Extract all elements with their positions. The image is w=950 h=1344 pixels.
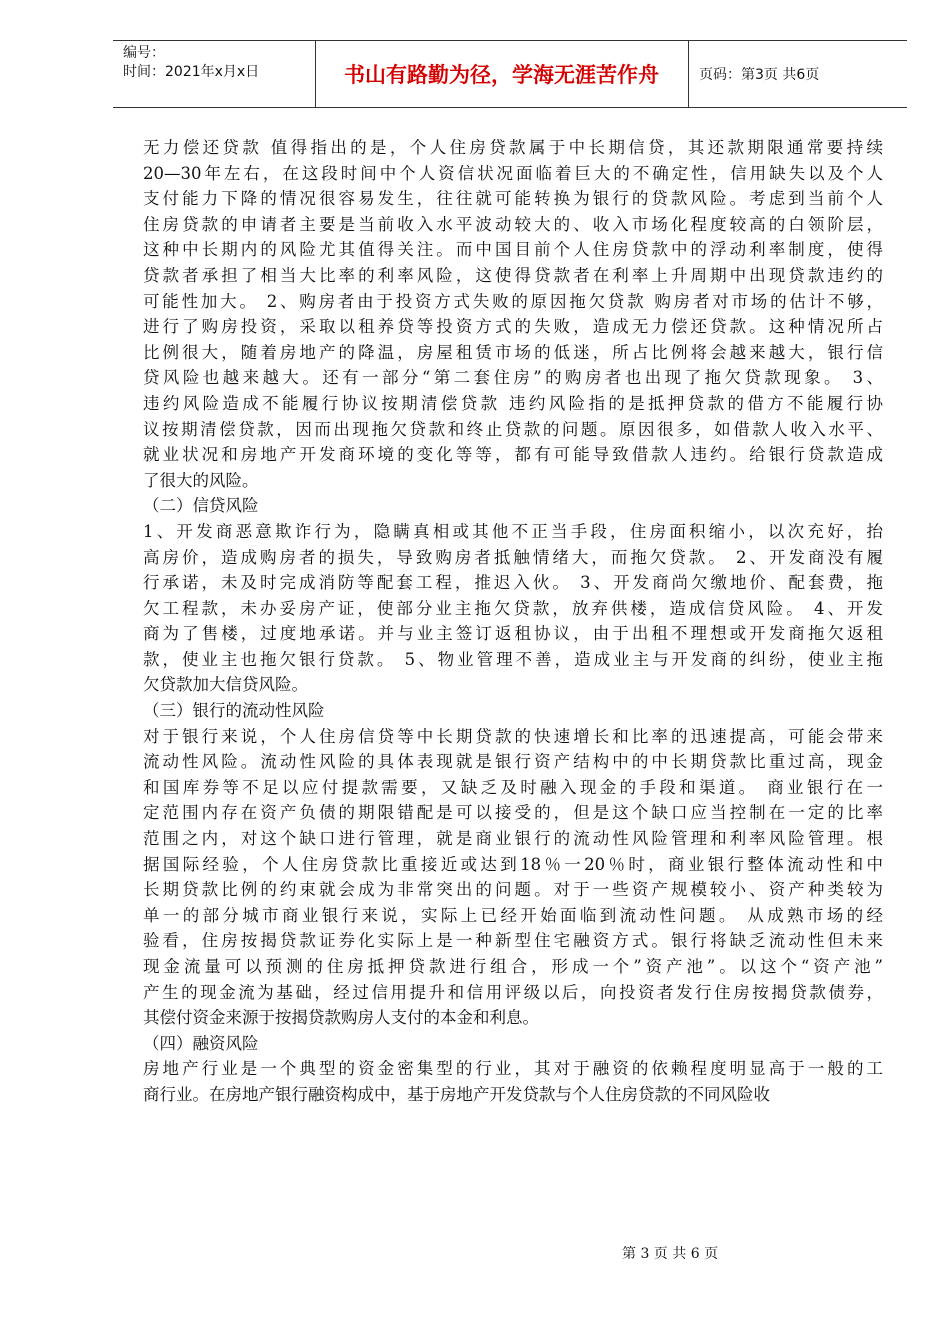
text-line: 比例很大，随着房地产的降温，房屋租赁市场的低迷，所占比例将会越来越大，银行信 bbox=[143, 342, 883, 362]
header-meta bbox=[123, 44, 259, 82]
section-heading: （三）银行的流动性风险 bbox=[143, 701, 325, 721]
document-header bbox=[113, 40, 907, 108]
text-line: 其偿付资金来源于按揭贷款购房人支付的本金和利息。 bbox=[143, 1008, 539, 1028]
text-line: 款，使业主也拖欠银行贷款。 5、物业管理不善，造成业主与开发商的纠纷，使业主拖 bbox=[143, 649, 883, 669]
time-label: 时间：2021年x月x日 bbox=[123, 64, 260, 80]
text-line: 长期贷款比例的约束就会成为非常突出的问题。对于一些资产规模较小、资产种类较为 bbox=[143, 880, 883, 900]
text-line: 高房价，造成购房者的损失，导致购房者抵触情绪大，而拖欠贷款。 2、开发商没有履 bbox=[143, 547, 883, 567]
text-line: 房地产行业是一个典型的资金密集型的行业，其对于融资的依赖程度明显高于一般的工 bbox=[143, 1059, 883, 1079]
text-line: 可能性加大。 2、购房者由于投资方式失败的原因拖欠贷款 购房者对市场的估计不够， bbox=[143, 291, 883, 311]
text-line: 就业状况和房地产开发商环境的变化等等，都有可能导致借款人违约。给银行贷款造成 bbox=[143, 445, 883, 465]
text-line: 违约风险造成不能履行协议按期清偿贷款 违约风险指的是抵押贷款的借方不能履行协 bbox=[143, 393, 883, 413]
text-line: 对于银行来说，个人住房信贷等中长期贷款的快速增长和比率的迅速提高，可能会带来 bbox=[143, 726, 883, 746]
body-text bbox=[143, 135, 883, 1108]
section-heading: （四）融资风险 bbox=[143, 1033, 259, 1053]
text-line: 商行业。在房地产银行融资构成中，基于房地产开发贷款与个人住房贷款的不同风险收 bbox=[143, 1084, 770, 1104]
text-line: 欠工程款，未办妥房产证，使部分业主拖欠贷款，放弃供楼，造成信贷风险。 4、开发 bbox=[143, 598, 883, 618]
text-line: 据国际经验，个人住房贷款比重接近或达到18％一20％时，商业银行整体流动性和中 bbox=[143, 854, 883, 874]
text-line: 住房贷款的申请者主要是当前收入水平波动较大的、收入市场化程度较高的白领阶层， bbox=[143, 214, 883, 234]
text-line: 了很大的风险。 bbox=[143, 470, 259, 490]
number-label: 编号： bbox=[123, 45, 165, 61]
text-line: 产生的现金流为基础，经过信用提升和信用评级以后，向投资者发行住房按揭贷款债券， bbox=[143, 982, 883, 1002]
text-line: 无力偿还贷款 值得指出的是，个人住房贷款属于中长期信贷，其还款期限通常要持续 bbox=[143, 138, 883, 157]
text-line: 行承诺，未及时完成消防等配套工程，推迟入伙。 3、开发商尚欠缴地价、配套费，拖 bbox=[143, 573, 883, 593]
text-line: 定范围内存在资产负债的期限错配是可以接受的，但是这个缺口应当控制在一定的比率 bbox=[143, 803, 883, 823]
text-line: 单一的部分城市商业银行来说，实际上已经开始面临到流动性问题。 从成熟市场的经 bbox=[143, 905, 883, 925]
text-line: 和国库券等不足以应付提款需要，又缺乏及时融入现金的手段和渠道。 商业银行在一 bbox=[143, 777, 883, 797]
text-line: 20—30年左右，在这段时间中个人资信状况面临着巨大的不确定性，信用缺失以及个人 bbox=[143, 163, 883, 183]
text-line: 这种中长期内的风险尤其值得关注。而中国目前个人住房贷款中的浮动利率制度，使得 bbox=[143, 240, 883, 260]
text-line: 进行了购房投资，采取以租养贷等投资方式的失败，造成无力偿还贷款。这种情况所占 bbox=[143, 317, 883, 337]
section-heading: （二）信贷风险 bbox=[143, 496, 259, 516]
header-motto: 书山有路勤为径，学海无涯苦作舟 bbox=[344, 63, 659, 87]
text-line: 商为了售楼，过度地承诺。并与业主签订返租协议，由于出租不理想或开发商拖欠返租 bbox=[143, 624, 883, 644]
text-line: 贷款者承担了相当大比率的利率风险，这使得贷款者在利率上升周期中出现贷款违约的 bbox=[143, 265, 883, 285]
text-line: 欠贷款加大信贷风险。 bbox=[143, 675, 308, 695]
header-divider bbox=[688, 40, 689, 108]
text-line: 流动性风险。流动性风险的具体表现就是银行资产结构中的中长期贷款比重过高，现金 bbox=[143, 752, 883, 772]
text-line: 范围之内，对这个缺口进行管理，就是商业银行的流动性风险管理和利率风险管理。根 bbox=[143, 829, 883, 849]
text-line: 验看，住房按揭贷款证券化实际上是一种新型住宅融资方式。银行将缺乏流动性但未来 bbox=[143, 931, 883, 951]
text-line: 1、开发商恶意欺诈行为，隐瞒真相或其他不正当手段，住房面积缩小，以次充好，抬 bbox=[143, 521, 883, 541]
page-footer: 第 3 页 共 6 页 bbox=[622, 1246, 719, 1262]
text-line: 贷风险也越来越大。还有一部分“第二套住房”的购房者也出现了拖欠贷款现象。 3、 bbox=[143, 368, 883, 388]
text-line: 议按期清偿贷款，因而出现拖欠贷款和终止贷款的问题。原因很多，如借款人收入水平、 bbox=[143, 419, 883, 439]
text-line: 现金流量可以预测的住房抵押贷款进行组合，形成一个”资产池”。以这个“资产池” bbox=[143, 957, 883, 976]
text-line: 支付能力下降的情况很容易发生，往往就可能转换为银行的贷款风险。考虑到当前个人 bbox=[143, 189, 883, 209]
header-page-info: 页码：第3页 共6页 bbox=[699, 67, 820, 83]
